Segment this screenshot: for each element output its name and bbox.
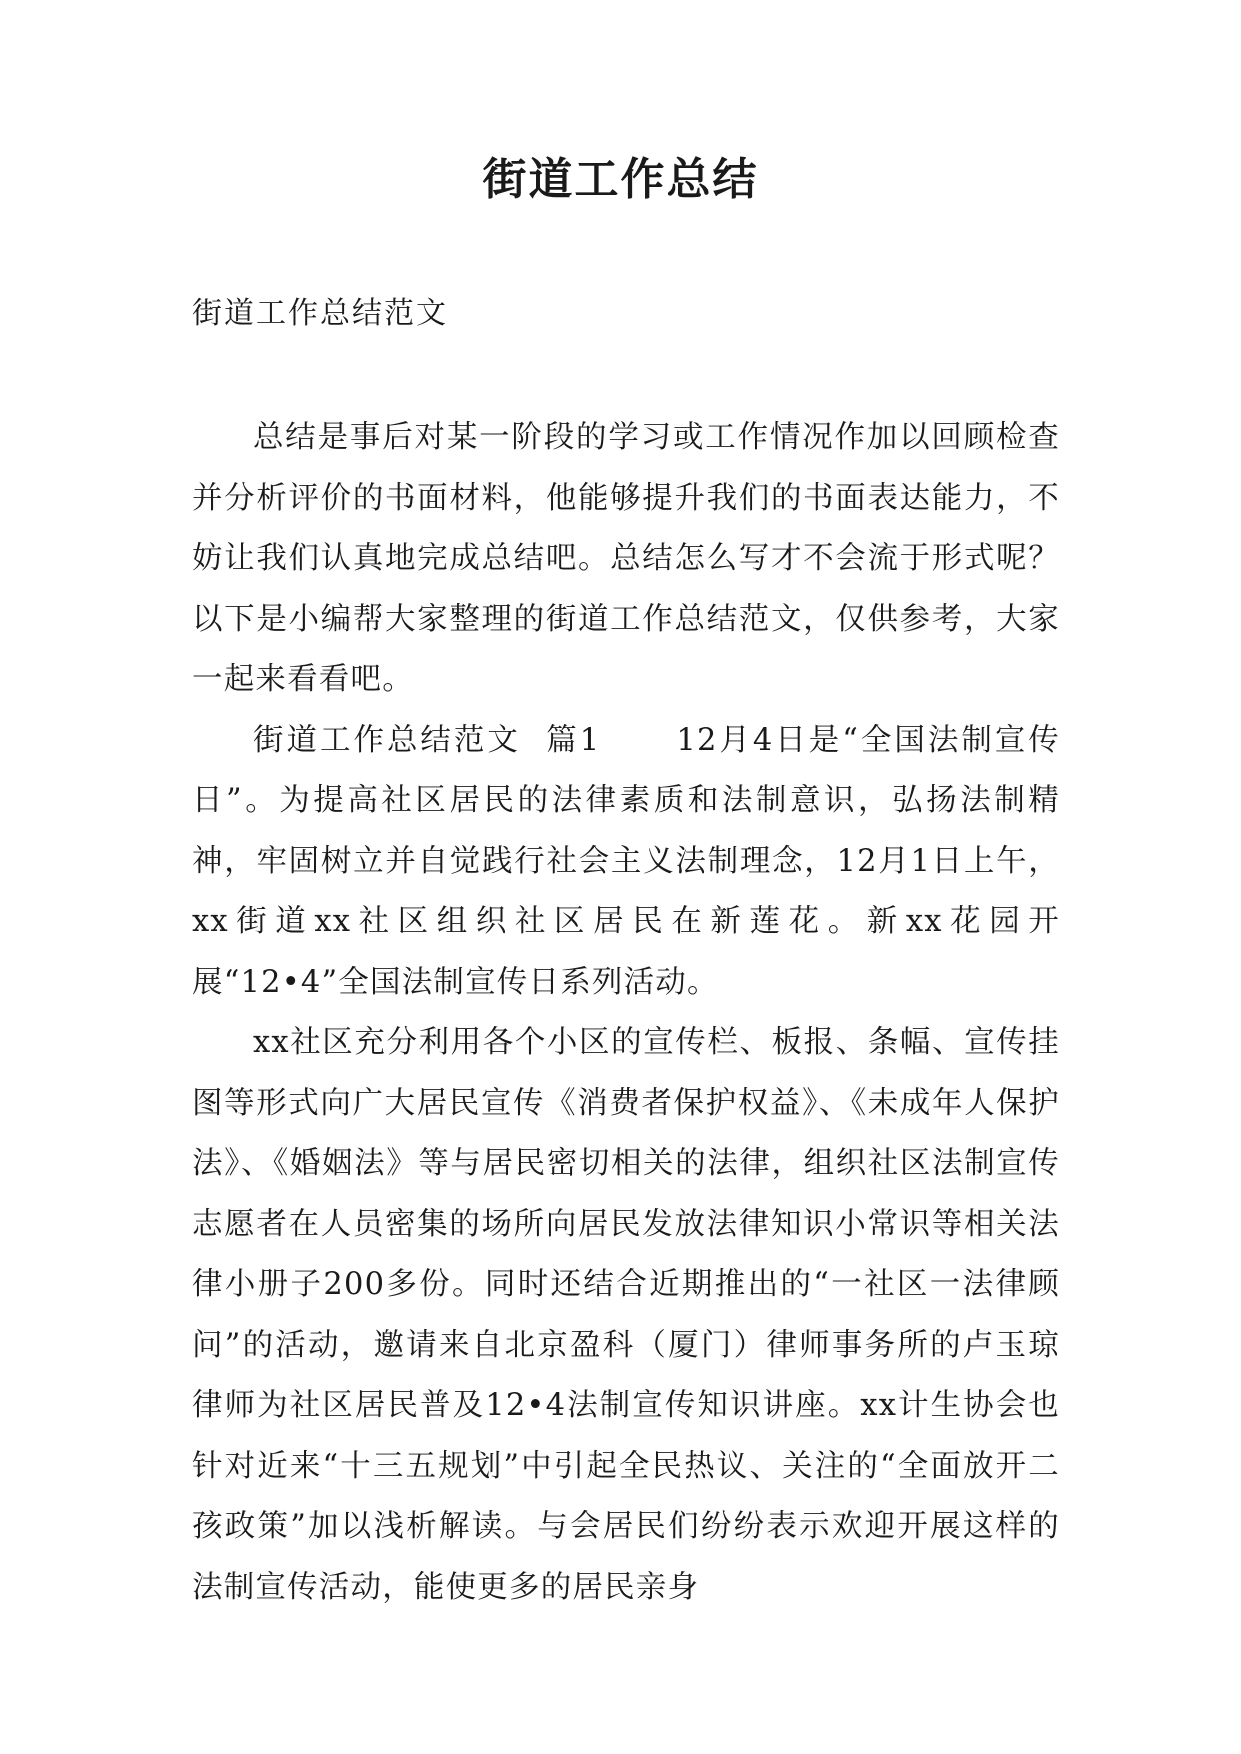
paragraph-section-1: 街道工作总结范文 篇1 12月4日是“全国法制宣传日”。为提高社区居民的法律素质和法制意识，弘扬法制精神，牢固树立并自觉践行社会主义法制理念，12月1日上午，xx街道xx社区组织社区居民在新莲花。新xx花园开展“12•4”全国法制宣传日系列活动。 (192, 722, 1060, 1000)
paragraph-activities: xx社区充分利用各个小区的宣传栏、板报、条幅、宣传挂图等形式向广大居民宣传《消费者保护权益》、《未成年人保护法》、《婚姻法》等与居民密切相关的法律，组织社区法制宣传志愿者在人员密集的场所向居民发放法律知识小常识等相关法律小册子200多份。同时还结合近期推出的“一社区一法律顾问”的活动，邀请来自北京盈科（厦门）律师事务所的卢玉琼律师为社区居民普及12•4法制宣传知识讲座。xx计生协会也针对近来“十三五规划”中引起全民热议、关注的“全面放开二孩政策”加以浅析解读。与会居民们纷纷表示欢迎开展这样的法制宣传活动，能使更多的居民亲身 (192, 1025, 1060, 1605)
document-body (192, 408, 1060, 1618)
document-title: 街道工作总结 (482, 154, 759, 205)
paragraph-intro: 总结是事后对某一阶段的学习或工作情况作加以回顾检查并分析评价的书面材料，他能够提升我们的书面表达能力，不妨让我们认真地完成总结吧。总结怎么写才不会流于形式呢？以下是小编帮大家整理的街道工作总结范文，仅供参考，大家一起来看看吧。 (192, 420, 1060, 697)
document-subtitle: 街道工作总结范文 (192, 296, 448, 331)
